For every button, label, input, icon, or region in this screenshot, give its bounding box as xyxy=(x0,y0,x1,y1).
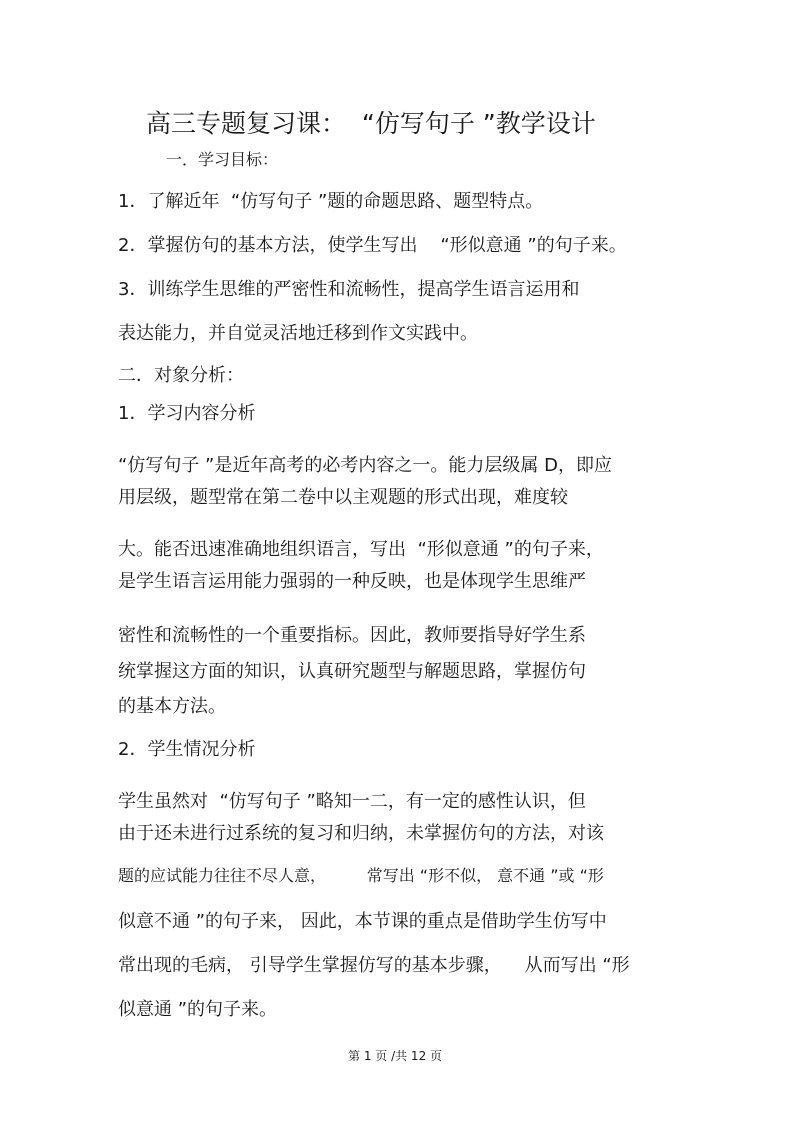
subsection-heading-student-analysis: 2．学生情况分析 xyxy=(118,739,256,760)
paragraph-line: 的基本方法。 xyxy=(118,696,226,717)
section-heading-object-analysis: 二．对象分析： xyxy=(118,365,244,386)
paragraph-line: 似意通 ”的句子来。 xyxy=(118,999,278,1020)
subsection-heading-content-analysis: 1．学习内容分析 xyxy=(118,403,256,424)
section-heading-learning-goals: 一．学习目标： xyxy=(166,150,279,169)
paragraph-line: 是学生语言运用能力强弱的一种反映，也是体现学生思维严 xyxy=(118,571,586,592)
paragraph-line: 常出现的毛病， 引导学生掌握仿写的基本步骤， 从而写出 “形 xyxy=(118,955,630,976)
goal-item-1: 1．了解近年 “仿写句子 ”题的命题思路、题型特点。 xyxy=(118,191,544,212)
paragraph-line: 用层级，题型常在第二卷中以主观题的形式出现，难度较 xyxy=(118,487,568,508)
goal-item-2: 2．掌握仿句的基本方法，使学生写出 “形似意通 ”的句子来。 xyxy=(118,235,627,256)
paragraph-line: 大。能否迅速准确地组织语言，写出 “形似意通 ”的句子来， xyxy=(118,539,604,560)
paragraph-line: 由于还未进行过系统的复习和归纳，未掌握仿句的方法，对该 xyxy=(118,823,604,844)
paragraph-line: “仿写句子 ”是近年高考的必考内容之一。能力层级属 D，即应 xyxy=(118,455,612,476)
goal-item-3: 3．训练学生思维的严密性和流畅性，提高学生语言运用和 xyxy=(118,279,580,300)
document-title: 高三专题复习课： “仿写句子 ”教学设计 xyxy=(146,109,596,138)
paragraph-line: 学生虽然对 “仿写句子 ”略知一二，有一定的感性认识，但 xyxy=(118,791,586,812)
paragraph-line: 题的应试能力往往不尽人意， 常写出 “形不似， 意不通 ”或 “形 xyxy=(118,866,604,885)
goal-item-3-continued: 表达能力，并自觉灵活地迁移到作文实践中。 xyxy=(118,323,478,344)
page-number-footer: 第 1 页 /共 12 页 xyxy=(348,1049,443,1063)
paragraph-line: 统掌握这方面的知识，认真研究题型与解题思路，掌握仿句 xyxy=(118,661,586,682)
paragraph-line: 密性和流畅性的一个重要指标。因此，教师要指导好学生系 xyxy=(118,625,586,646)
paragraph-line: 似意不通 ”的句子来， 因此，本节课的重点是借助学生仿写中 xyxy=(118,911,607,932)
